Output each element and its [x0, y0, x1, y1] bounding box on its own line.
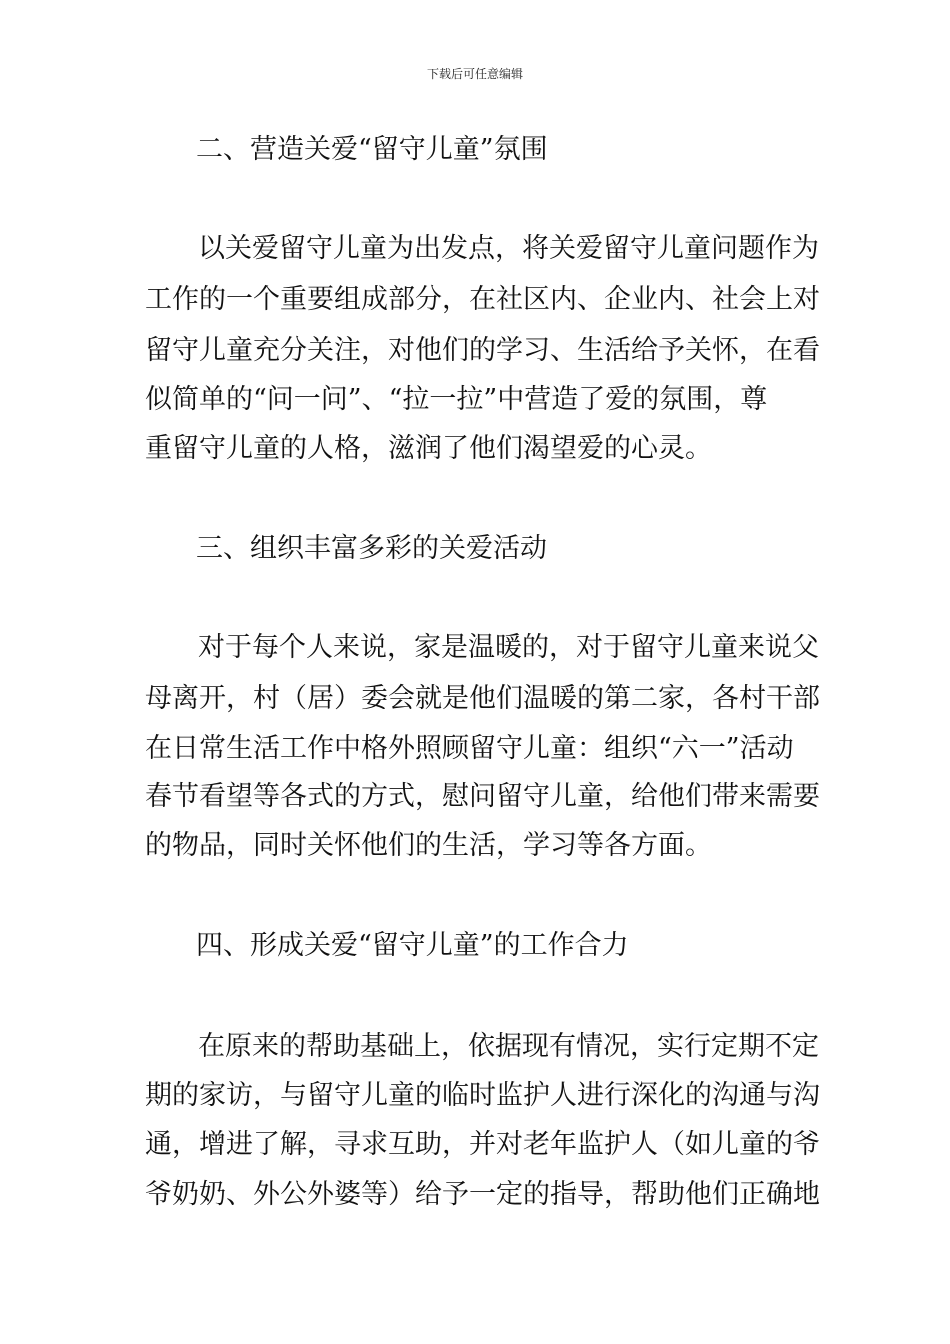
paragraph-line: 对于每个人来说，家是温暖的，对于留守儿童来说父: [198, 632, 819, 663]
paragraph-line: 的物品，同时关怀他们的生活，学习等各方面。: [145, 830, 712, 861]
paragraph-line: 留守儿童充分关注，对他们的学习、生活给予关怀，在看: [145, 335, 820, 366]
paragraph-line: 工作的一个重要组成部分，在社区内、企业内、社会上对: [145, 284, 820, 315]
paragraph-line: 以关爱留守儿童为出发点，将关爱留守儿童问题作为: [198, 233, 819, 264]
section-heading-4: 四、形成关爱“留守儿童”的工作合力: [196, 930, 629, 961]
paragraph-line: 春节看望等各式的方式，慰问留守儿童，给他们带来需要: [145, 781, 820, 812]
paragraph-line: 在日常生活工作中格外照顾留守儿童：组织“六一”活动: [145, 733, 794, 764]
paragraph-line: 母离开，村（居）委会就是他们温暖的第二家，各村干部: [145, 683, 820, 714]
paragraph-line: 在原来的帮助基础上，依据现有情况，实行定期不定: [198, 1031, 819, 1062]
paragraph-line: 似简单的“问一问”、“拉一拉”中营造了爱的氛围，尊: [145, 384, 768, 415]
paragraph-line: 重留守儿童的人格，滋润了他们渴望爱的心灵。: [145, 433, 712, 464]
paragraph-line: 爷奶奶、外公外婆等）给予一定的指导，帮助他们正确地: [145, 1179, 820, 1210]
section-heading-3: 三、组织丰富多彩的关爱活动: [196, 533, 547, 564]
page-header-note: 下载后可任意编辑: [426, 67, 523, 81]
paragraph-line: 通，增进了解，寻求互助，并对老年监护人（如儿童的爷: [145, 1129, 820, 1160]
paragraph-line: 期的家访，与留守儿童的临时监护人进行深化的沟通与沟: [145, 1080, 820, 1111]
section-heading-2: 二、营造关爱“留守儿童”氛围: [196, 134, 548, 165]
